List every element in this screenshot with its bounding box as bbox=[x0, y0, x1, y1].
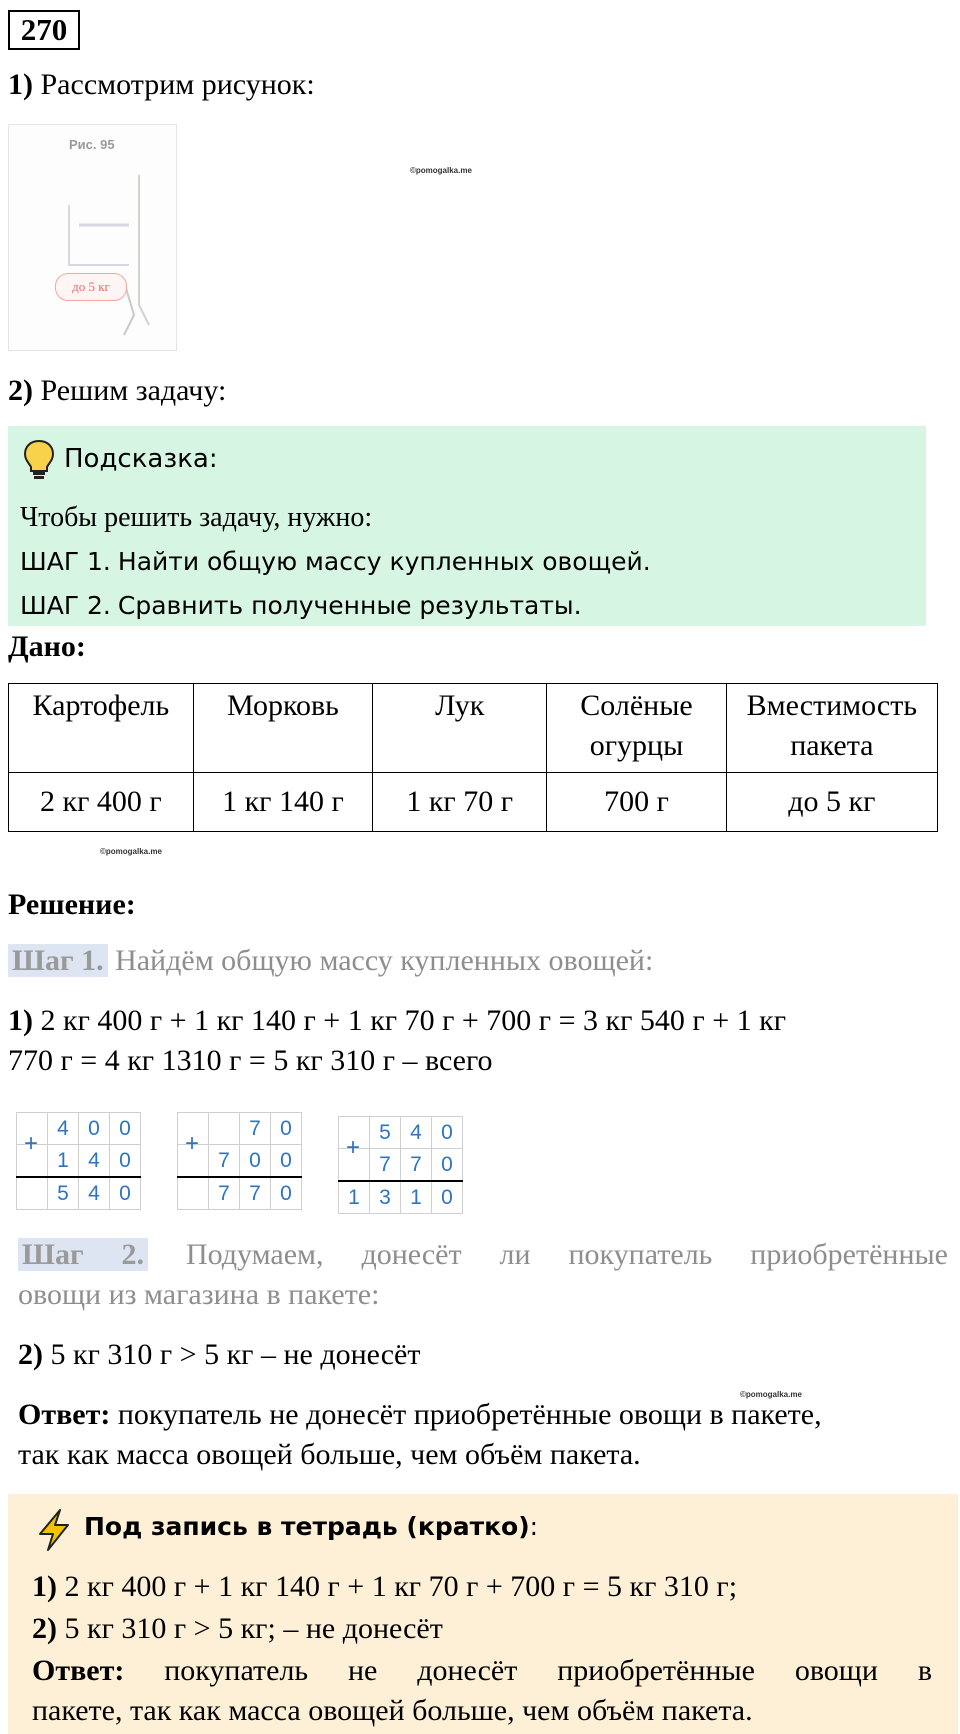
solution-step1 bbox=[8, 944, 653, 978]
notebook-line2 bbox=[32, 1612, 443, 1646]
column-addition-1: + 4 0 0 1 4 0 5 4 0 bbox=[16, 1112, 141, 1210]
lightbulb-icon bbox=[22, 438, 56, 480]
hint-intro: Чтобы решить задачу, нужно: bbox=[20, 502, 373, 533]
value-cell: 1 кг 140 г bbox=[193, 773, 372, 832]
answer-line1 bbox=[18, 1398, 822, 1432]
header-cell: Морковь bbox=[193, 684, 372, 773]
solution-step2-line1 bbox=[18, 1238, 948, 1272]
header-cell: Картофель bbox=[9, 684, 194, 773]
figure-badge: до 5 кг bbox=[55, 273, 127, 301]
notebook-line1 bbox=[32, 1570, 737, 1604]
calc2-num: 2) bbox=[18, 1338, 43, 1371]
header-cell: Лук bbox=[373, 684, 547, 773]
step1-num: 1) bbox=[8, 68, 33, 101]
lightning-icon bbox=[34, 1508, 74, 1552]
watermark: ©pomogalka.me bbox=[100, 847, 162, 856]
calc2-line bbox=[18, 1338, 420, 1372]
header-cell: Солёные огурцы bbox=[547, 684, 726, 773]
solution-step2-text-2: овощи из магазина в пакете: bbox=[18, 1278, 380, 1311]
table-row bbox=[9, 684, 938, 773]
hint-step-2-text: Сравнить полученные результаты. bbox=[117, 591, 582, 620]
calc1-text-1: 2 кг 400 г + 1 кг 140 г + 1 кг 70 г + 700 г = 3 кг 540 г + 1 кг bbox=[40, 1004, 787, 1037]
value-cell: 700 г bbox=[547, 773, 726, 832]
notebook-title: Под запись в тетрадь (кратко): bbox=[84, 1512, 539, 1541]
watermark: ©pomogalka.me bbox=[410, 166, 472, 175]
hint-box bbox=[8, 426, 926, 626]
task-number: 270 bbox=[8, 10, 80, 50]
calc1-line2: 770 г = 4 кг 1310 г = 5 кг 310 г – всего bbox=[8, 1044, 493, 1077]
solution-step1-label: Шаг 1. bbox=[8, 944, 108, 977]
step1-text: Рассмотрим рисунок: bbox=[40, 68, 315, 101]
given-label: Дано: bbox=[8, 630, 86, 663]
watermark: ©pomogalka.me bbox=[740, 1390, 802, 1399]
step2-text: Решим задачу: bbox=[40, 374, 227, 407]
plus-sign: + bbox=[24, 1130, 39, 1157]
notebook-answer-label: Ответ: bbox=[32, 1654, 125, 1687]
bag-sketch-icon bbox=[39, 165, 159, 345]
header-cell: Вместимость пакета bbox=[726, 684, 937, 773]
hint-step-1-text: Найти общую массу купленных овощей. bbox=[117, 547, 651, 576]
step2-num: 2) bbox=[8, 374, 33, 407]
solution-step1-text: Найдём общую массу купленных овощей: bbox=[115, 944, 654, 977]
column-addition-3: + 5 4 0 7 7 0 1 3 1 0 bbox=[338, 1116, 463, 1214]
answer-label: Ответ: bbox=[18, 1398, 111, 1431]
answer-text-2: так как масса овощей больше, чем объём пакета. bbox=[18, 1438, 641, 1471]
notebook-line2-text: 5 кг 310 г > 5 кг; – не донесёт bbox=[64, 1612, 443, 1645]
notebook-answer-line1 bbox=[32, 1654, 932, 1688]
calc1-num: 1) bbox=[8, 1004, 33, 1037]
notebook-line1-text: 2 кг 400 г + 1 кг 140 г + 1 кг 70 г + 700 г = 5 кг 310 г; bbox=[64, 1570, 738, 1603]
solution-step2-text-1: Подумаем, донесёт ли покупатель приобретённые bbox=[185, 1238, 948, 1271]
calc1-line1 bbox=[8, 1004, 786, 1038]
value-cell: 1 кг 70 г bbox=[373, 773, 547, 832]
plus-sign: + bbox=[185, 1130, 200, 1157]
answer-text-1: покупатель не донесёт приобретённые овощи в пакете, bbox=[117, 1398, 822, 1431]
notebook-box bbox=[8, 1494, 958, 1734]
hint-title: Подсказка: bbox=[64, 444, 218, 474]
table-row bbox=[9, 773, 938, 832]
solution-label: Решение: bbox=[8, 888, 136, 921]
notebook-answer-text-1: покупатель не донесёт приобретённые овощи в bbox=[164, 1654, 932, 1687]
solution-step2-label: Шаг 2. bbox=[18, 1238, 148, 1271]
hint-step-2 bbox=[20, 590, 582, 622]
figure-image bbox=[8, 124, 177, 351]
hint-step-1 bbox=[20, 546, 651, 578]
column-addition-2: + 7 0 7 0 0 7 7 0 bbox=[177, 1112, 302, 1210]
notebook-line2-num: 2) bbox=[32, 1612, 57, 1645]
calc2-text: 5 кг 310 г > 5 кг – не донесёт bbox=[50, 1338, 421, 1371]
step1-line bbox=[8, 68, 315, 102]
notebook-line1-num: 1) bbox=[32, 1570, 57, 1603]
plus-sign: + bbox=[346, 1134, 361, 1161]
hint-step-1-label: ШАГ 1. bbox=[20, 547, 111, 576]
step2-line bbox=[8, 374, 226, 408]
given-table bbox=[8, 683, 938, 832]
value-cell: 2 кг 400 г bbox=[9, 773, 194, 832]
value-cell: до 5 кг bbox=[726, 773, 937, 832]
notebook-answer-text-2: пакете, так как масса овощей больше, чем объём пакета. bbox=[32, 1694, 753, 1727]
figure-title: Рис. 95 bbox=[69, 137, 115, 152]
hint-step-2-label: ШАГ 2. bbox=[20, 591, 111, 620]
